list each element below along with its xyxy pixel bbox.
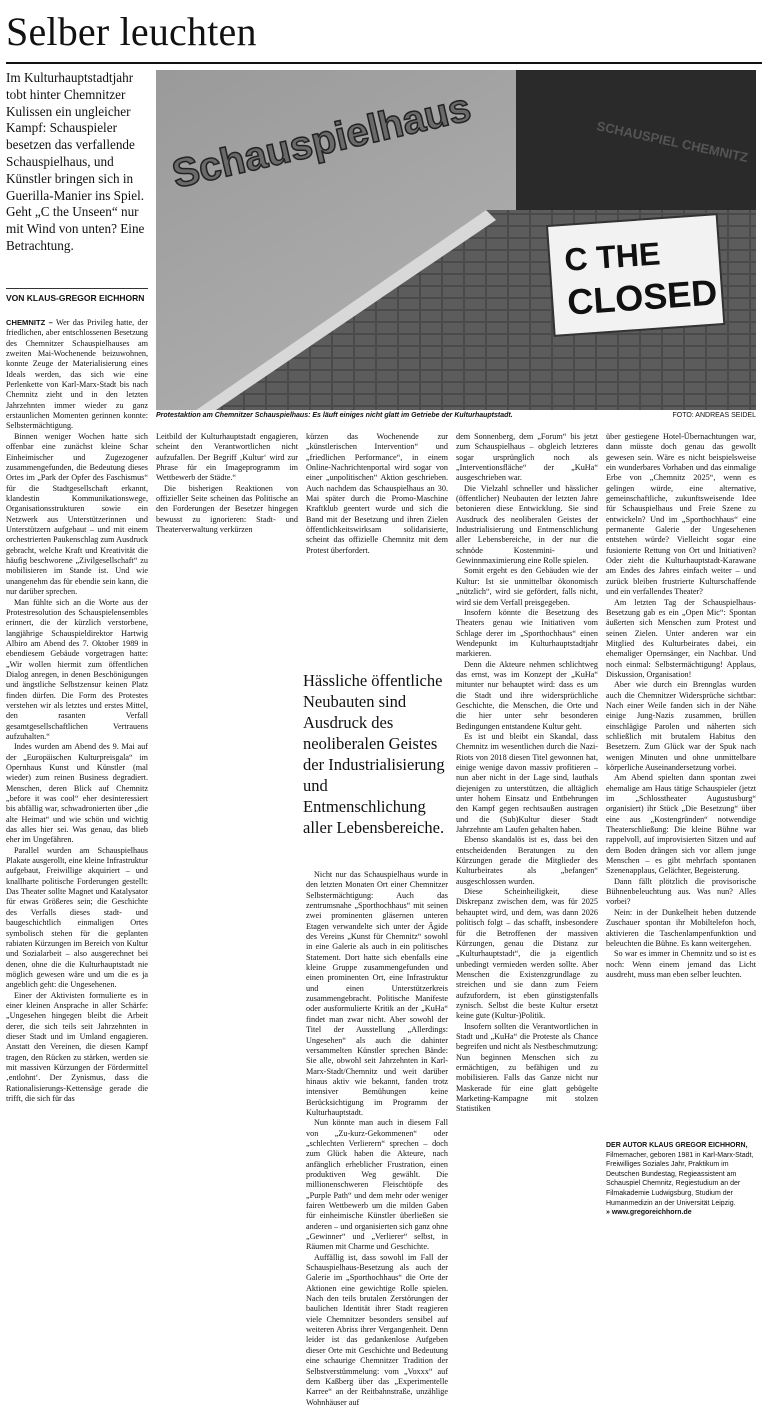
paragraph: Dann fällt plötzlich die provisorische Bühnenbeleuchtung aus. Was nun? Alles vorbei?: [606, 876, 756, 907]
article-lead: Im Kulturhauptstadtjahr tobt hinter Chemnitzer Kulissen ein ungleicher Kampf: Schauspieler besetzen das verfallende Schauspielhaus, und Künstler bringen sich in Guerilla-Manier ins Spiel. Geht „C the Unseen“ nur mit Wind von unten? Eine Betrachtung.: [6, 70, 145, 253]
paragraph: Die bisherigen Reaktionen von offizieller Seite scheinen das Politische an den Forderungen der Besetzer hingegen bewusst zu ignorieren: Stadt- und Theaterverwaltung verkürzen: [156, 483, 298, 535]
article-title: Selber leuchten: [6, 9, 257, 54]
author-head: DER AUTOR KLAUS GREGOR EICHHORN,: [606, 1142, 748, 1149]
shadow-text: SCHAUSPIEL CHEMNITZ: [595, 118, 750, 166]
paragraph: Es ist und bleibt ein Skandal, dass Chemnitz im wesentlichen durch die Nazi-Riots von 2018 diesen Titel gewonnen hat, einige wenige davon massiv profitieren – nun aber nicht in der Lage sind, lauthals diejenigen zu unterstützen, die alltäglich unter hohem Einsatz und Entbehrungen den Kampf gegen rechtsaußen austragen und die (Sub)Kultur dieser Stadt Jahrzehnte am Laufen gehalten haben.: [456, 731, 598, 835]
paragraph: dem Sonnenberg, dem „Forum“ bis jetzt zum Schauspielhaus – obgleich letzteres sogar ursprünglich noch als „Interventionsfläche“ der „KuHa“ ausgeschrieben war.: [456, 432, 598, 483]
pull-quote: Hässliche öffentliche Neubauten sind Ausdruck des neoliberalen Geistes der Industrialisierung und Entmenschlichung aller Lebensbereiche.: [303, 671, 445, 837]
paragraph: Am letzten Tag der Schauspielhaus-Besetzung gab es ein „Open Mic“: Spontan äußerten sich Menschen zum Protest und seinen Zielen. Unter anderen war ein Mitglied des Kulturbeirates dabei, ein ehemaliger Opernsänger, ein Nachbar. Und noch einmal: Selbstermächtigung! Applaus, Diskussion, Organisation!: [606, 597, 756, 679]
paragraph: Indes wurden am Abend des 9. Mai auf der „Europäischen Kulturpreisgala“ im Opernhaus Kunst und Künstler (mal wieder) zum reinen Business degradiert. Menschen, deren Blick auf Chemnitz „before it was cool“ eher desinteressiert bis abfällig war, schwadronierten über „die alte Heimat“ und wie schön und wichtig das alles hier sei. Was genau, das blieb eher im Ungefähren.: [6, 742, 148, 845]
paragraph: Diese Scheinheiligkeit, diese Diskrepanz zwischen dem, was für 2025 behauptet wird, und dem, was dann 2026 politisch folgt – das schafft, insbesondere für die Betroffenen der massiven Kürzungen, genau die Distanz zur „Kulturhauptstadt“, die ja eigentlich unbedingt vermieden werden sollte. Aber Menschen die Existenzgrundlage zu streichen und sie dann zum Feiern aufzufordern, ist eben günstigstenfalls zynisch. Selbst die beste Kultur ersetzt keine gute (Kultur-)Politik.: [456, 887, 598, 1021]
banner-line1: C THE: [563, 235, 662, 278]
column-4: [456, 432, 598, 1222]
caption-text: Protestaktion am Chemnitzer Schauspielhaus: Es läuft einiges nicht glatt im Getriebe der Kulturhauptstadt.: [156, 412, 513, 419]
paragraph: Denn die Akteure nehmen schlichtweg das ernst, was im Konzept der „KuHa“ mitunter nur behauptet wird: dass es um die Stadt und ihre widersprüchliche Geschichte, die Menschen, die Orte und die hier unter sehr besonderen Bedingungen entstandene Kultur geht.: [456, 659, 598, 731]
paragraph: Ebenso skandalös ist es, dass bei den entscheidenden Beratungen zu den Kürzungen gerade die Mitglieder des Kulturbeirates als „befangen“ ausgeschlossen wurden.: [456, 835, 598, 886]
article-photo: [156, 70, 756, 410]
author-box: [606, 1141, 756, 1218]
paragraph: Somit ergeht es den Gebäuden wie der Kultur: Ist sie unmittelbar ökonomisch „nützlich“, wird sie gefördert, falls nicht, wird sie dem Verfall preisgegeben.: [456, 566, 598, 607]
paragraph: Am Abend spielten dann spontan zwei ehemalige am Haus tätige Schauspieler (jetzt im „Schlosstheater Augustusburg“ organisiert) ihr Stück „Die Besetzung“ über eine aus „Kostengründen“ notwendige Theaterschließung: Die kleine Bühne war rappelvoll, auf improvisierten Sitzen und auf dem Boden drängen sich vor allem junge Menschen – es gibt mehrfach spontanen Szenenapplaus, Gelächter, Begeisterung.: [606, 773, 756, 876]
paragraph: Einer der Aktivisten formulierte es in einer kleinen Ansprache in aller Schärfe: „Ungesehen hingegen bleibt die Arbeit derer, die sich teils seit Jahrzehnten in dieser Stadt und im Umland engagieren. Anstatt den Vereinen, die diesen Kampf tragen, den Rücken zu stärken, werden sie mit massiven Kürzungen der Fördermittel ‚entlohnt‘. Der Zynismus, dass die Rationalisierungs-Kettensäge gerade die trifft, die sich für das: [6, 990, 148, 1103]
column-3-bottom: [306, 870, 448, 1407]
sign-text: Schauspielhaus: [168, 85, 475, 197]
paragraph: Aber wie durch ein Brennglas wurden auch die Chemnitzer Widersprüche sichtbar: Nach einer Weile fanden sich in der Nähe einige Jung-Nazis zusammen, brüllen einschlägige Parolen und näherten sich schließlich mit brutalem Habitus den Besetzern. Zum Glück war der Spuk nach wenigen Minuten und ohne unmittelbare körperliche Auseinandersetzung vorbei.: [606, 680, 756, 772]
paragraph: Auffällig ist, dass sowohl im Fall der Schauspielhaus-Besetzung als auch der Galerie im „Sporthochhaus“ die Orte der Aktionen eine gewichtige Rolle spielen. Nach den teils brutalen Zerstörungen der baulichen Identität ihrer Stadt reagieren viele Chemnitzer besonders sensibel auf weiteren Abriss ihrer Vergangenheit. Denn leider ist das gedankenlose Aufgeben dieser Orte mit Geschichte und Bedeutung eine schaurige Chemnitzer Tradition der Selbstverstümmelung: vom „Voxxx“ auf dem Kaßberg über das „Experimentelle Karree“ an der Reitbahnstraße, unzählige Wohnhäuser auf: [306, 1252, 448, 1407]
dateline: CHEMNITZ –: [6, 318, 53, 327]
paragraph: Leitbild der Kulturhauptstadt engagieren, scheint den Verantwortlichen nicht aufzufallen. Der Begriff ‚Kultur‘ wird zur Phrase für ein Imageprogramm im Wettbewerb der Städte.“: [156, 432, 298, 483]
paragraph: Insofern könnte die Besetzung des Theaters genau wie Initiativen vom Schlage derer im „Sporthochhaus“ einen Wendepunkt im Kulturhauptstadtjahr markieren.: [456, 607, 598, 659]
paragraph: Wer das Privileg hatte, der friedlichen, aber entschlossenen Besetzung des Chemnitzer Schauspielhauses am zweiten Mai-Wochenende beizuwohnen, konnte Zeuge der Materialisierung eines Ideals werden, das sich wie eine Perlenkette von Karl-Marx-Stadt bis nach Chemnitz zieht und in den letzten Jahrzehnten immer wieder zu ganz erstaunlichen Momenten gerinnen konnte: Selbstermächtigung.: [6, 318, 149, 431]
paragraph: Parallel wurden am Schauspielhaus Plakate ausgerollt, eine kleine Infrastruktur aufgebaut, Freiwillige akquiriert – und knallharte politische Forderungen gestellt: Das Theater sollte Magnet und Katalysator für etwas Größeres sein; die Geschichte des Verfalls dieses stadt- und baugeschichtlich einmaligen Ortes symbolisch stehen für die geplanten rabiaten Kürzungen im Bereich von Kultur und Sozialarbeit – also ausgerechnet bei denen, ohne die die Kulturhauptstadt nie möglich gewesen wäre und um die es ja angeblich geht: die Ungesehenen.: [6, 845, 148, 990]
author-link[interactable]: » www.gregoreichhorn.de: [606, 1209, 692, 1217]
paragraph: Nun könnte man auch in diesem Fall von „Zu-kurz-Gekommenen“ oder „schlechten Verlierern“ sprechen – doch zum Glück haben die Akteure, nach anfänglich erheblicher Frustration, einen produktiven Weg gewählt. Die millionenschweren Fleischtöpfe des „Purple Path“ und dem mehr oder weniger fairen Wettbewerb um die milden Gaben für einheimische Künstler überließen sie anderen – und organisierten sich ganz ohne „Gewinner“ und „Verlierer“ selbst, in Räumen mit Charme und Geschichte.: [306, 1118, 448, 1252]
paragraph: Insofern sollten die Verantwortlichen in Stadt und „KuHa“ die Proteste als Chance begreifen und nicht als Nestbeschmutzung: Nun beginnen Menschen sich zu ermächtigen, zu befähigen und zu mobilisieren. Falls das Ganze nicht nur Maskerade für eine glatt gebügelte Marketing-Kampagne mit stolzen Statistiken: [456, 1021, 598, 1114]
paragraph: Nicht nur das Schauspielhaus wurde in den letzten Monaten Ort einer Chemnitzer Selbstermächtigung: Auch das zentrumsnahe „Sporthochhaus“ mit seinen zwei prominenten gläsernen unteren Etagen verwandelte sich unter der Ägide des Vereins „Kunst für Chemnitz“ sowohl in eine Galerie als auch in ein politisches Statement. Dort hatte sich ebenfalls eine kleine Gruppe zusammengefunden und einen prominenten Ort, eine Infrastruktur und einen Unterstützerkreis zusammengebracht. Politische Manifeste oder ausformulierte Kritik an der „KuHa“ findet man zwar nicht. Aber sowohl der Titel der Ausstellung „Allerdings: Ungesehen“ als auch die dahinter versammelten Künstler sprechen Bände: Sie alle, obwohl seit Jahrzehnten in Karl-Marx-Stadt/Chemnitz und weit darüber hinaus aktiv wie bekannt, fanden trotz intensiver Bemühungen keine Berücksichtigung im Programm der Kulturhauptstadt.: [306, 870, 448, 1117]
protest-banner: [547, 214, 724, 336]
banner-line2: CLOSED: [565, 271, 719, 323]
paragraph: Binnen weniger Wochen hatte sich offenbar eine zunächst kleine Schar Einheimischer und Zugezogener zusammengefunden, die Bedeutung dieses Ortes im „Park der Opfer des Faschismus“ für die Stadtgesellschaft erkannt, klandestin Kommunikationswege, Organisationsstrukturen sowie ein Netzwerk aus Unterstützerinnen und Unterstützern aufgebaut – und mit einem orchestrierten Paukenschlag zum Ausdruck gebracht, welche Kraft und Kreativität die häufig beschworene „Zivilgesellschaft“ zu mobilisieren im Stande ist. Und wie unangenehm das für ebendie sein kann, die nur darüber sprechen.: [6, 432, 148, 597]
paragraph: Man fühlte sich an die Worte aus der Protestresolution des Schauspielensembles erinnert, die der kürzlich verstorbene, langjährige Schauspieldirektor Hartwig Albiro am Abend des 7. Oktober 1989 in ebendiesem Gebäude vorgetragen hatte: „Wir wollen hiermit zum öffentlichen Dialog anregen, in denen Beschönigungen und ängstliche Selbstzensur keinen Platz finden dürfen. Die Form des Protestes verstehen wir als letztes und erstes Mittel, den rasanten Verfall gesamtgesellschaftlichen Vertrauens aufzuhalten.“: [6, 597, 148, 741]
title-rule: [6, 62, 762, 64]
photo-credit: FOTO: ANDREAS SEIDEL: [672, 412, 756, 419]
column-1: [6, 432, 148, 1222]
paragraph: So war es immer in Chemnitz und so ist es noch: Wenn einem jemand das Licht ausdreht, muss man eben selber leuchten.: [606, 949, 756, 979]
column-3-top: [306, 432, 448, 662]
column-5: [606, 432, 756, 1136]
paragraph: über gestiegene Hotel-Übernachtungen war, dann müsste doch genau das gewollt gewesen sein. Wäre es nicht beispielsweise ein wunderbares Vorhaben und das einmalige Erbe von „Chemnitz 2025“, wenn es gelingen würde, eine alternative, gemeinschaftliche, zukunftsweisende Idee für Schauspielhaus und Freie Szene zu entwickeln? Und im „Sporthochhaus“ eine permanente Galerie der Ungesehenen entstehen würde? Vielleicht sogar eine fusionierte Rettung von Ort und Initiativen? Oder zieht die Kulturhauptstadt-Karawane am Endes des Jahres einfach weiter – und zurück bleiben frustrierte Kulturschaffende und ein verfallendes Theater?: [606, 432, 756, 597]
author-text: Filmemacher, geboren 1981 in Karl-Marx-Stadt, Freiwilliges Soziales Jahr, Praktikum im Deutschen Bundestag, Regieassistent am Schauspiel Chemnitz, Regiestudium an der Filmakademie Ludwigsburg, Studium der Humanmedizin an der Universität Leipzig.: [606, 1151, 754, 1207]
column-2: [156, 432, 298, 552]
photo-caption: [156, 411, 756, 421]
photo-illustration: [156, 70, 756, 410]
paragraph: Die Vielzahl schneller und hässlicher (öffentlicher) Neubauten der letzten Jahre betonieren diese Entwicklung. Sie sind Ausdruck des neoliberalen Geistes der Industrialisierung und Entmenschlichung aller Lebensbereiche, in der nur die schnöde Kostenmini- und Gewinnmaximierung eine Rolle spielen.: [456, 483, 598, 566]
paragraph: kürzen das Wochenende zur „künstlerischen Intervention“ und „friedlichen Performance“, in einem Online-Nachrichtenportal wird sogar von einer „unpolitischen“ Aktion geschrieben. Auch nachdem das Schauspielhaus an 30. Mai später durch die Promo-Maschine Kraftklub geentert wurde und sich die Band mit der Besetzung und ihren Zielen öffentlichkeitswirksam solidarisierte, scheint das offizielle Chemnitz mit dem Protest überfordert.: [306, 432, 448, 555]
paragraph: Nein: in der Dunkelheit heben dutzende Zuschauer spontan ihr Mobiltelefon hoch, aktivieren die Taschenlampenfunktion und beleuchten die Bühne. Es kann weitergehen.: [606, 907, 756, 948]
byline: VON KLAUS-GREGOR EICHHORN: [6, 288, 148, 303]
column-1-top: [6, 318, 149, 431]
